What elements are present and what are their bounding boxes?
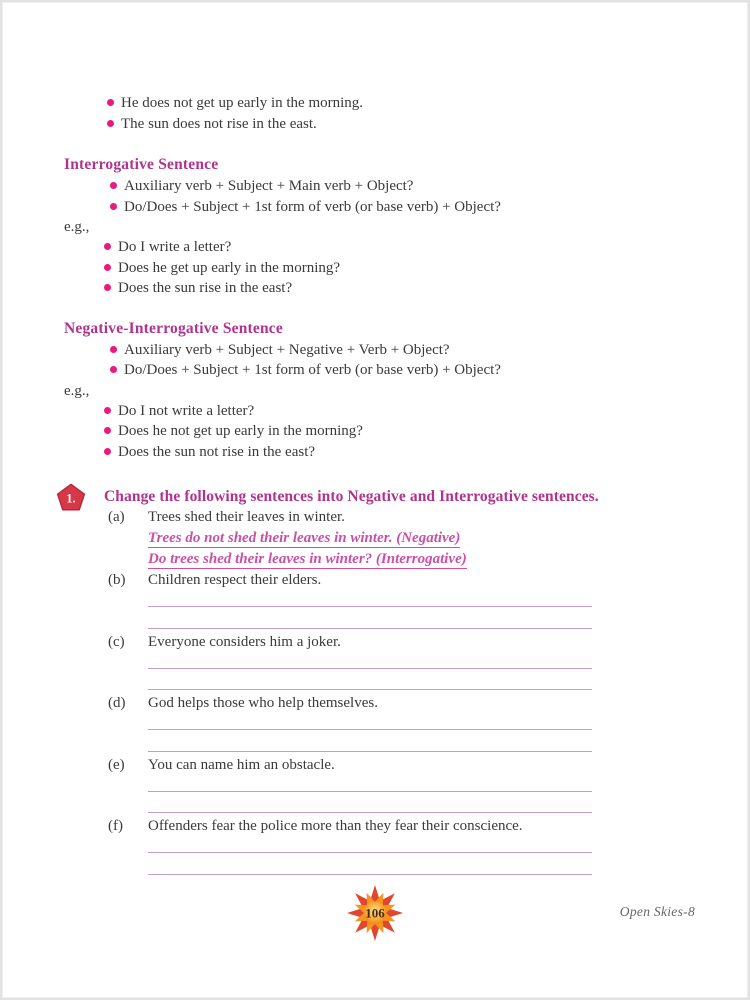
writing-line [148,591,592,607]
item-sentence: God helps those who help themselves. [148,695,378,711]
writing-line [148,853,592,875]
exercise-number: 1. [66,491,76,506]
answer-blanks [148,591,750,629]
bullet-icon [104,284,111,291]
eg-label: e.g., [64,219,90,235]
exercise-block [0,486,750,875]
item-letter: (f) [108,818,123,834]
list-item [104,278,750,299]
bullet-text: Do/Does + Subject + 1st form of verb (or base verb) + Object? [124,362,501,378]
bullet-text: Does the sun rise in the east? [118,280,293,296]
list-item [104,258,750,279]
item-letter: (c) [108,633,125,650]
eg-label: e.g., [64,382,90,399]
bullet-icon [110,366,117,373]
item-sentence: Children respect their elders. [148,572,322,588]
answer-blanks [148,714,750,752]
bullet-icon [104,427,111,434]
bullet-icon [107,99,114,106]
item-letter: (e) [108,756,125,773]
writing-line [148,730,592,752]
answer-blanks [148,776,750,814]
writing-line [148,792,592,814]
bullet-icon [104,407,111,414]
answer-line: Trees do not shed their leaves in winter. (Negative) [148,530,461,546]
list-item [110,360,750,381]
list-item [110,197,750,218]
exercise-item [108,632,750,691]
writing-line [148,837,592,853]
bullet-text: He does not get up early in the morning. [121,95,364,111]
bullet-text: The sun does not rise in the east. [121,116,317,132]
book-title: Open Skies-8 [619,904,695,919]
pentagon-badge-icon [55,482,87,513]
item-sentence: You can name him an obstacle. [148,756,335,773]
exercise-item [108,755,750,814]
bullet-icon [110,182,117,189]
bullet-text: Does he get up early in the morning? [118,259,341,276]
writing-line [148,776,592,792]
exercise-item [108,507,750,570]
answer-line: Do trees shed their leaves in winter? (Interrogative) [148,551,467,567]
item-sentence: Trees shed their leaves in winter. [148,509,345,525]
item-answers [148,528,750,570]
section-heading-interrogative: Interrogative Sentence [64,156,219,173]
bullet-icon [104,448,111,455]
bullet-text: Do I not write a letter? [118,402,255,419]
bullet-icon [104,264,111,271]
exercise-item [108,816,750,875]
list-item [104,237,750,258]
bullet-text: Does the sun not rise in the east? [118,443,316,460]
item-letter: (a) [108,509,125,525]
list-item [110,340,750,361]
page-number: 106 [365,905,385,921]
item-sentence: Offenders fear the police more than they fear their conscience. [148,818,523,834]
bullet-text: Auxiliary verb + Subject + Negative + Verb + Object? [124,341,450,358]
list-item [110,176,750,197]
bullet-text: Do/Does + Subject + 1st form of verb (or base verb) + Object? [124,198,501,215]
item-letter: (d) [108,695,126,711]
list-item [104,421,750,442]
page-number-star-icon [343,884,407,942]
item-letter: (b) [108,572,126,588]
section-heading-negative-interrogative: Negative-Interrogative Sentence [64,319,283,337]
bullet-icon [110,346,117,353]
bullet-icon [104,243,111,250]
bullet-text: Do I write a letter? [118,239,232,255]
item-sentence: Everyone considers him a joker. [148,633,341,650]
exercise-item [108,570,750,629]
exercise-instruction: Change the following sentences into Negative and Interrogative sentences. [104,488,599,505]
bullet-text: Auxiliary verb + Subject + Main verb + Object? [124,178,414,194]
list-item [107,93,750,114]
answer-blanks [148,653,750,691]
bullet-icon [107,120,114,127]
writing-line [148,714,592,730]
list-item [104,401,750,422]
bullet-text: Does he not get up early in the morning? [118,423,363,439]
writing-line [148,669,592,691]
list-item [104,442,750,463]
bullet-icon [110,203,117,210]
list-item [107,114,750,135]
answer-blanks [148,837,750,875]
writing-line [148,607,592,629]
writing-line [148,653,592,669]
exercise-item [108,693,750,752]
